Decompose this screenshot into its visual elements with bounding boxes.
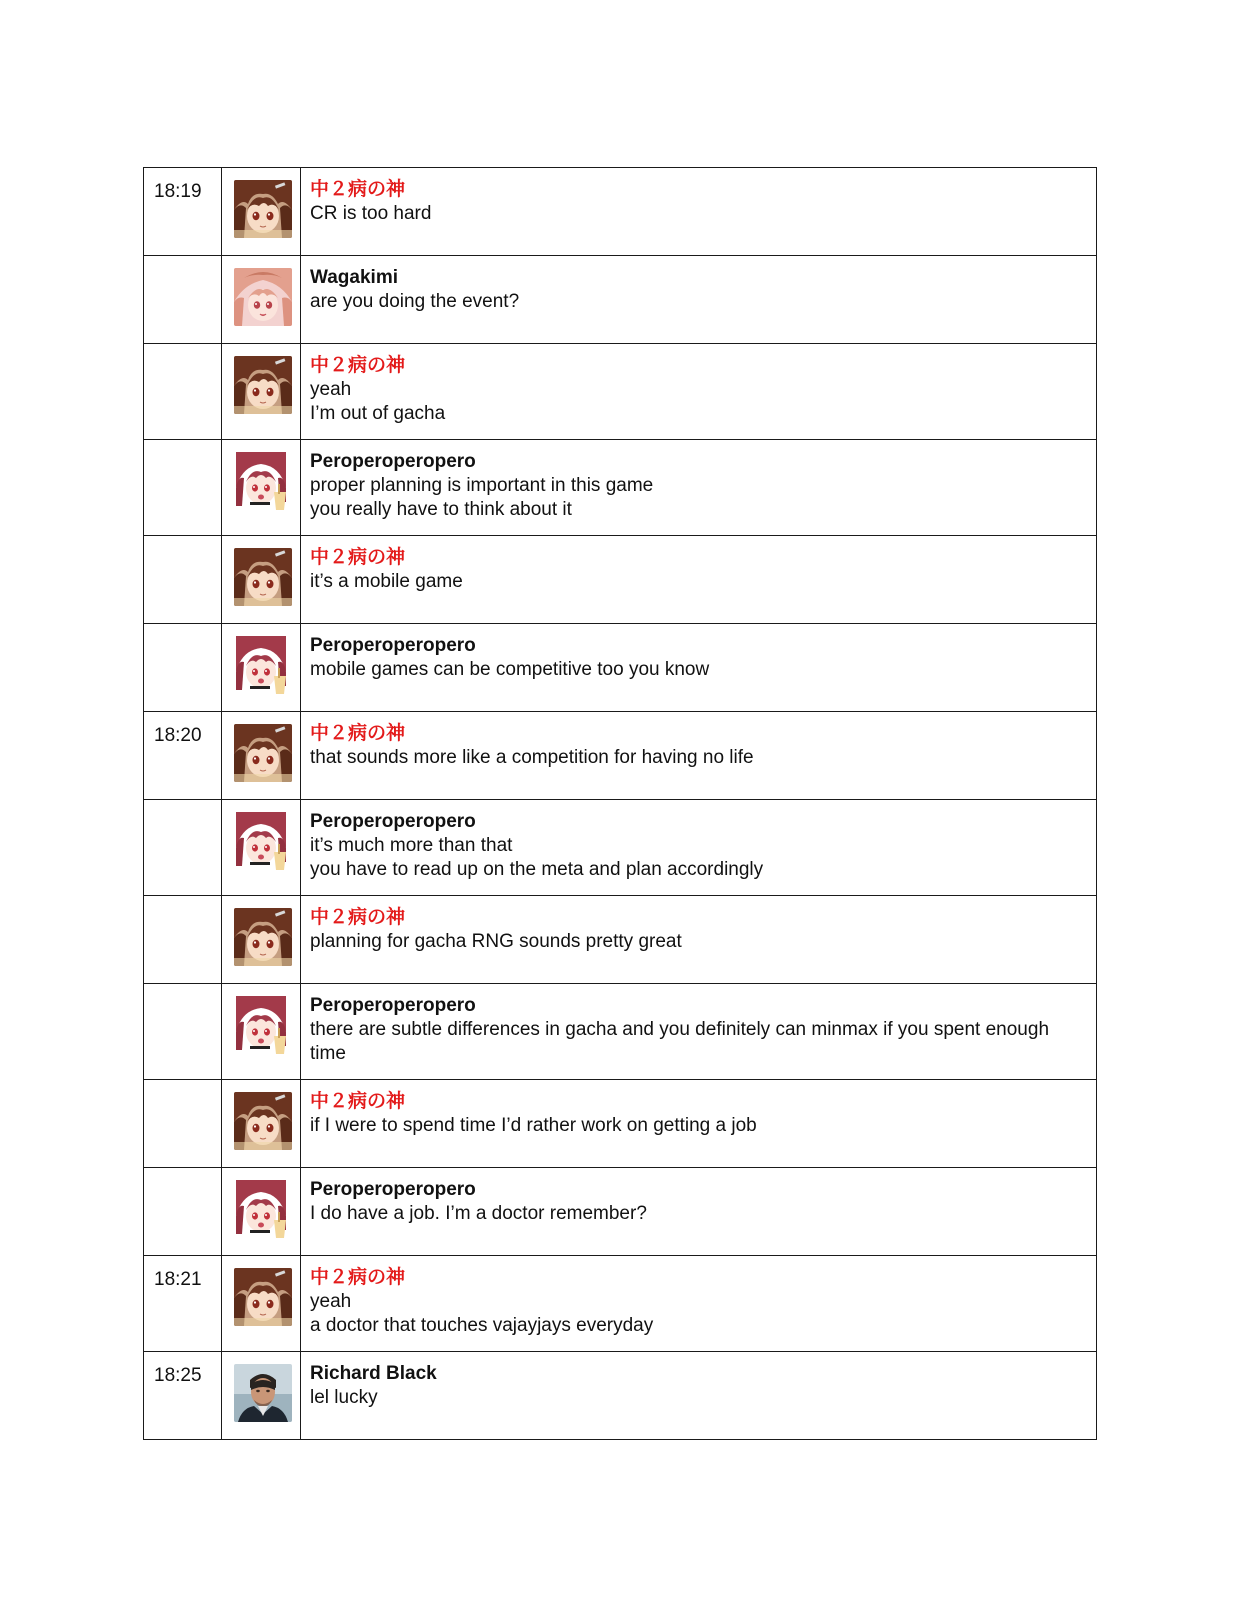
timestamp xyxy=(144,896,222,984)
avatar-cell xyxy=(222,344,301,440)
message-text: mobile games can be competitive too you know xyxy=(310,659,710,680)
message-content xyxy=(301,984,1097,1080)
avatar-cell xyxy=(222,624,301,712)
speaker-name: 中２病の神 xyxy=(310,547,406,568)
message-row xyxy=(144,1352,1097,1440)
message-content xyxy=(301,440,1097,536)
speaker-name: 中２病の神 xyxy=(310,907,406,928)
message-text: I do have a job. I’m a doctor remember? xyxy=(310,1203,647,1224)
wagakimi-avatar-icon xyxy=(234,268,292,326)
message-content xyxy=(301,1352,1097,1440)
message-content xyxy=(301,344,1097,440)
message-text: there are subtle differences in gacha and you definitely can minmax if you spent enough xyxy=(310,1019,1050,1040)
timestamp: 18:25 xyxy=(144,1352,222,1440)
chuuni-avatar-icon xyxy=(234,1092,292,1150)
speaker-name: 中２病の神 xyxy=(310,355,406,376)
message-text: if I were to spend time I’d rather work on getting a job xyxy=(310,1115,757,1136)
message-row xyxy=(144,984,1097,1080)
chuuni-avatar-icon xyxy=(234,908,292,966)
message-content xyxy=(301,800,1097,896)
avatar-cell xyxy=(222,536,301,624)
message-content xyxy=(301,1080,1097,1168)
pero-avatar-icon xyxy=(234,812,292,870)
message-row xyxy=(144,440,1097,536)
message-content xyxy=(301,256,1097,344)
timestamp: 18:21 xyxy=(144,1256,222,1352)
timestamp xyxy=(144,256,222,344)
message-row xyxy=(144,624,1097,712)
timestamp xyxy=(144,1168,222,1256)
message-text: you really have to think about it xyxy=(310,499,572,520)
avatar-cell xyxy=(222,984,301,1080)
avatar-cell xyxy=(222,256,301,344)
speaker-name: Richard Black xyxy=(310,1363,437,1384)
message-text: a doctor that touches vajayjays everyday xyxy=(310,1315,654,1336)
timestamp: 18:19 xyxy=(144,168,222,256)
message-row xyxy=(144,896,1097,984)
speaker-name: Peroperoperopero xyxy=(310,995,476,1016)
chuuni-avatar-icon xyxy=(234,180,292,238)
message-content xyxy=(301,1168,1097,1256)
richard-avatar-icon xyxy=(234,1364,292,1422)
timestamp xyxy=(144,344,222,440)
message-row xyxy=(144,1256,1097,1352)
speaker-name: 中２病の神 xyxy=(310,723,406,744)
avatar-cell xyxy=(222,896,301,984)
message-text: it’s much more than that xyxy=(310,835,513,856)
speaker-name: 中２病の神 xyxy=(310,1091,406,1112)
timestamp xyxy=(144,440,222,536)
avatar-cell xyxy=(222,712,301,800)
message-content xyxy=(301,1256,1097,1352)
message-text: CR is too hard xyxy=(310,203,432,224)
message-row xyxy=(144,344,1097,440)
avatar-cell xyxy=(222,1080,301,1168)
speaker-name: Peroperoperopero xyxy=(310,1179,476,1200)
message-text: yeah xyxy=(310,1291,352,1312)
message-text: are you doing the event? xyxy=(310,291,520,312)
speaker-name: Peroperoperopero xyxy=(310,451,476,472)
pero-avatar-icon xyxy=(234,636,292,694)
avatar-cell xyxy=(222,1352,301,1440)
pero-avatar-icon xyxy=(234,1180,292,1238)
speaker-name: 中２病の神 xyxy=(310,179,406,200)
timestamp xyxy=(144,984,222,1080)
message-text: lel lucky xyxy=(310,1387,378,1408)
message-text: yeah xyxy=(310,379,352,400)
message-row xyxy=(144,536,1097,624)
speaker-name: Peroperoperopero xyxy=(310,811,476,832)
avatar-cell xyxy=(222,1168,301,1256)
timestamp: 18:20 xyxy=(144,712,222,800)
message-text: proper planning is important in this game xyxy=(310,475,654,496)
timestamp xyxy=(144,1080,222,1168)
message-content xyxy=(301,896,1097,984)
message-text: time xyxy=(310,1043,346,1064)
chuuni-avatar-icon xyxy=(234,724,292,782)
speaker-name: Peroperoperopero xyxy=(310,635,476,656)
message-text: you have to read up on the meta and plan accordingly xyxy=(310,859,764,880)
timestamp xyxy=(144,624,222,712)
message-row xyxy=(144,800,1097,896)
message-text: it’s a mobile game xyxy=(310,571,463,592)
speaker-name: Wagakimi xyxy=(310,267,398,288)
speaker-name: 中２病の神 xyxy=(310,1267,406,1288)
message-text: planning for gacha RNG sounds pretty great xyxy=(310,931,682,952)
chat-log-table xyxy=(143,167,1097,1440)
timestamp xyxy=(144,536,222,624)
chat-log-body xyxy=(144,168,1097,1440)
pero-avatar-icon xyxy=(234,996,292,1054)
message-row xyxy=(144,168,1097,256)
avatar-cell xyxy=(222,800,301,896)
avatar-cell xyxy=(222,168,301,256)
chuuni-avatar-icon xyxy=(234,548,292,606)
chuuni-avatar-icon xyxy=(234,356,292,414)
message-content xyxy=(301,624,1097,712)
timestamp xyxy=(144,800,222,896)
message-row xyxy=(144,256,1097,344)
message-text: I’m out of gacha xyxy=(310,403,446,424)
message-content xyxy=(301,712,1097,800)
message-content xyxy=(301,168,1097,256)
message-row xyxy=(144,712,1097,800)
message-row xyxy=(144,1080,1097,1168)
avatar-cell xyxy=(222,1256,301,1352)
message-text: that sounds more like a competition for having no life xyxy=(310,747,754,768)
message-content xyxy=(301,536,1097,624)
message-row xyxy=(144,1168,1097,1256)
pero-avatar-icon xyxy=(234,452,292,510)
chuuni-avatar-icon xyxy=(234,1268,292,1326)
avatar-cell xyxy=(222,440,301,536)
